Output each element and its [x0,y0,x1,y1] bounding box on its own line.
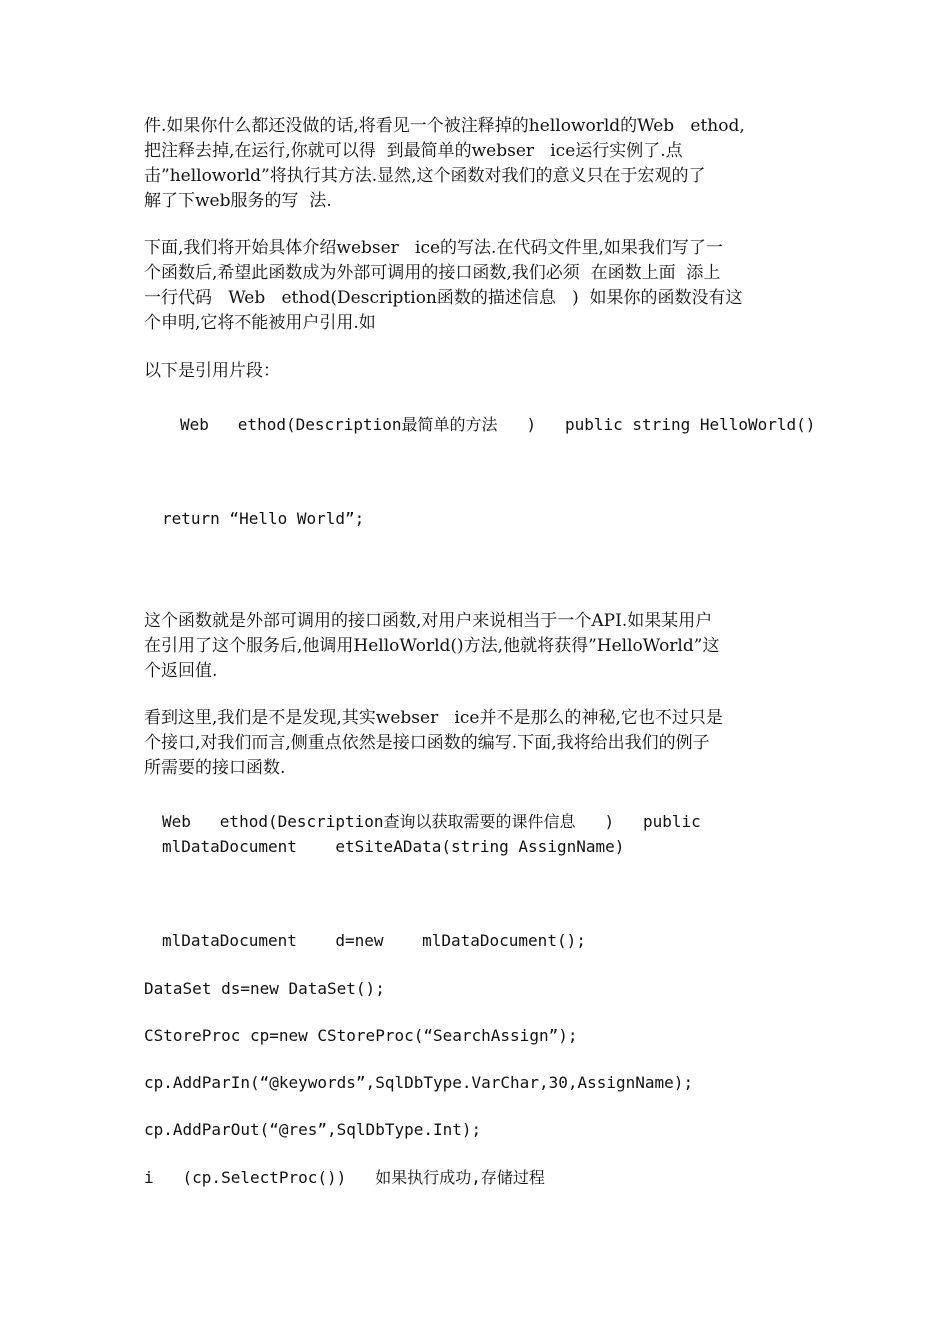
paragraph-5-line-2: 个接口,对我们而言,侧重点依然是接口函数的编写.下面,我将给出我们的例子 [144,733,710,753]
paragraph-5-line-3: 所需要的接口函数. [144,758,286,778]
code-2-line-6: cp.AddParIn(“@keywords”,SqlDbType.VarChar,30,AssignName); [144,1073,694,1092]
paragraph-4-line-1: 这个函数就是外部可调用的接口函数,对用户来说相当于一个API.如果某用户 [144,611,713,631]
paragraph-5-line-1: 看到这里,我们是不是发现,其实webser ice并不是那么的神秘,它也不过只是 [144,708,723,728]
paragraph-1-line-1: 件.如果你什么都还没做的话,将看见一个被注释掉的helloworld的Web ethod, [144,116,745,136]
code-2-line-3: mlDataDocument d=new mlDataDocument(); [162,931,586,950]
paragraph-1-line-4: 解了下web服务的写 法. [144,191,332,211]
paragraph-2-line-1: 下面,我们将开始具体介绍webser ice的写法.在代码文件里,如果我们写了一 [144,238,723,258]
paragraph-4-line-3: 个返回值. [144,661,218,681]
paragraph-1-line-2: 把注释去掉,在运行,你就可以得 到最简单的webser ice运行实例了.点 [144,141,683,161]
code-2-line-8: i (cp.SelectProc()) 如果执行成功,存储过程 [144,1168,545,1187]
paragraph-2-line-2: 个函数后,希望此函数成为外部可调用的接口函数,我们必须 在函数上面 添上 [144,263,721,283]
code-2-line-1: Web ethod(Description查询以获取需要的课件信息 ) public [162,812,701,831]
code-2-line-7: cp.AddParOut(“@res”,SqlDbType.Int); [144,1120,482,1139]
code-1-line-1: Web ethod(Description最简单的方法 ) public string HelloWorld() [180,415,816,434]
paragraph-2-line-3: 一行代码 Web ethod(Description函数的描述信息 ) 如果你的函数没有这 [144,288,743,308]
code-2-line-4: DataSet ds=new DataSet(); [144,979,385,998]
paragraph-4-line-2: 在引用了这个服务后,他调用HelloWorld()方法,他就将获得”HelloWorld”这 [144,636,720,656]
paragraph-2-line-4: 个申明,它将不能被用户引用.如 [144,313,376,333]
paragraph-1-line-3: 击”helloworld”将执行其方法.显然,这个函数对我们的意义只在于宏观的了 [144,166,706,186]
quote-intro: 以下是引用片段： [144,361,280,381]
code-1-line-2: return “Hello World”; [162,509,365,528]
code-2-line-5: CStoreProc cp=new CStoreProc(“SearchAssign”); [144,1026,578,1045]
code-2-line-2: mlDataDocument etSiteAData(string AssignName) [162,837,625,856]
